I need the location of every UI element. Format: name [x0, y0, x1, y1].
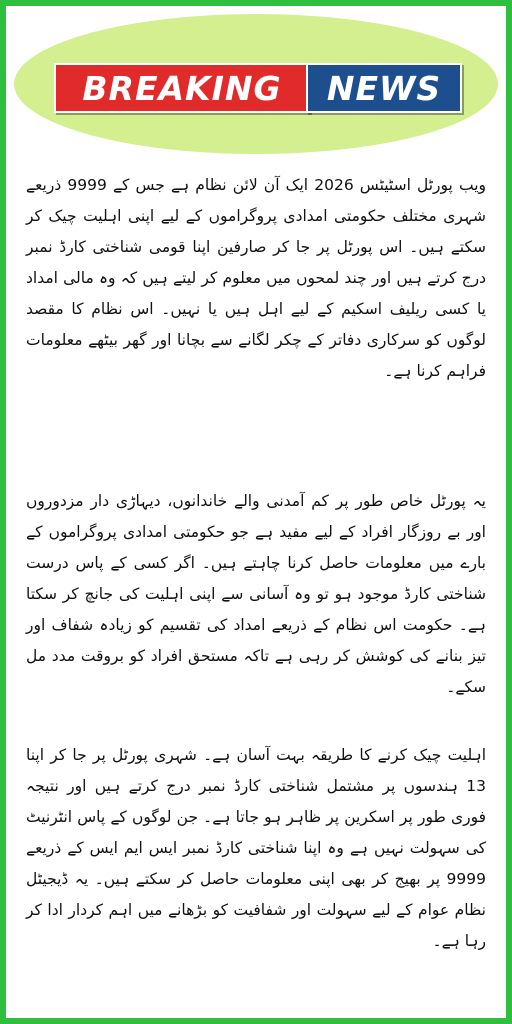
news-label: NEWS	[306, 63, 462, 113]
paragraph-2: یہ پورٹل خاص طور پر کم آمدنی والے خاندانوں، دیہاڑی دار مزدوروں اور بے روزگار افراد کے لیے مفید ہے جو حکومتی امدادی پروگراموں کے بارے میں معلومات حاصل کرنا چاہتے ہیں۔ اگر کسی کے پاس درست شناختی کارڈ موجود ہو تو وہ آسانی سے اپنی اہلیت کی جانچ کر سکتا ہے۔ حکومت اس نظام کے ذریعے امداد کی تقسیم کو زیادہ شفاف اور تیز بنانے کی کوشش کر رہی ہے تاکہ مستحق افراد کو بروقت مدد مل سکے۔	[26, 492, 486, 696]
paragraph-1: ویب پورٹل اسٹیٹس 2026 ایک آن لائن نظام ہے جس کے 9999 ذریعے شہری مختلف حکومتی امدادی پروگراموں کے لیے اپنی اہلیت چیک کر سکتے ہیں۔ اس پورٹل پر جا کر صارفین اپنا قومی شناختی کارڈ نمبر درج کرتے ہیں اور چند لمحوں میں معلوم کر لیتے ہیں کہ وہ مالی امداد یا کسی ریلیف اسکیم کے لیے اہل ہیں یا نہیں۔ اس نظام کا مقصد لوگوں کو سرکاری دفاتر کے چکر لگانے سے بچانا اور گھر بیٹھے معلومات فراہم کرنا ہے۔	[26, 176, 486, 380]
breaking-label: BREAKING	[54, 63, 310, 113]
paragraph-3: اہلیت چیک کرنے کا طریقہ بہت آسان ہے۔ شہری پورٹل پر جا کر اپنا 13 ہندسوں پر مشتمل شناختی کارڈ نمبر درج کرتے ہیں اور نتیجہ فوری طور پر اسکرین پر ظاہر ہو جاتا ہے۔ جن لوگوں کے پاس انٹرنیٹ کی سہولت نہیں ہے وہ اپنا شناختی کارڈ نمبر ایس ایم ایس کے ذریعے 9999 پر بھیج کر بھی اپنی معلومات حاصل کر سکتے ہیں۔ یہ ڈیجیٹل نظام عوام کے لیے سہولت اور شفافیت کو بڑھانے میں اہم کردار ادا کر رہا ہے۔	[26, 746, 486, 950]
